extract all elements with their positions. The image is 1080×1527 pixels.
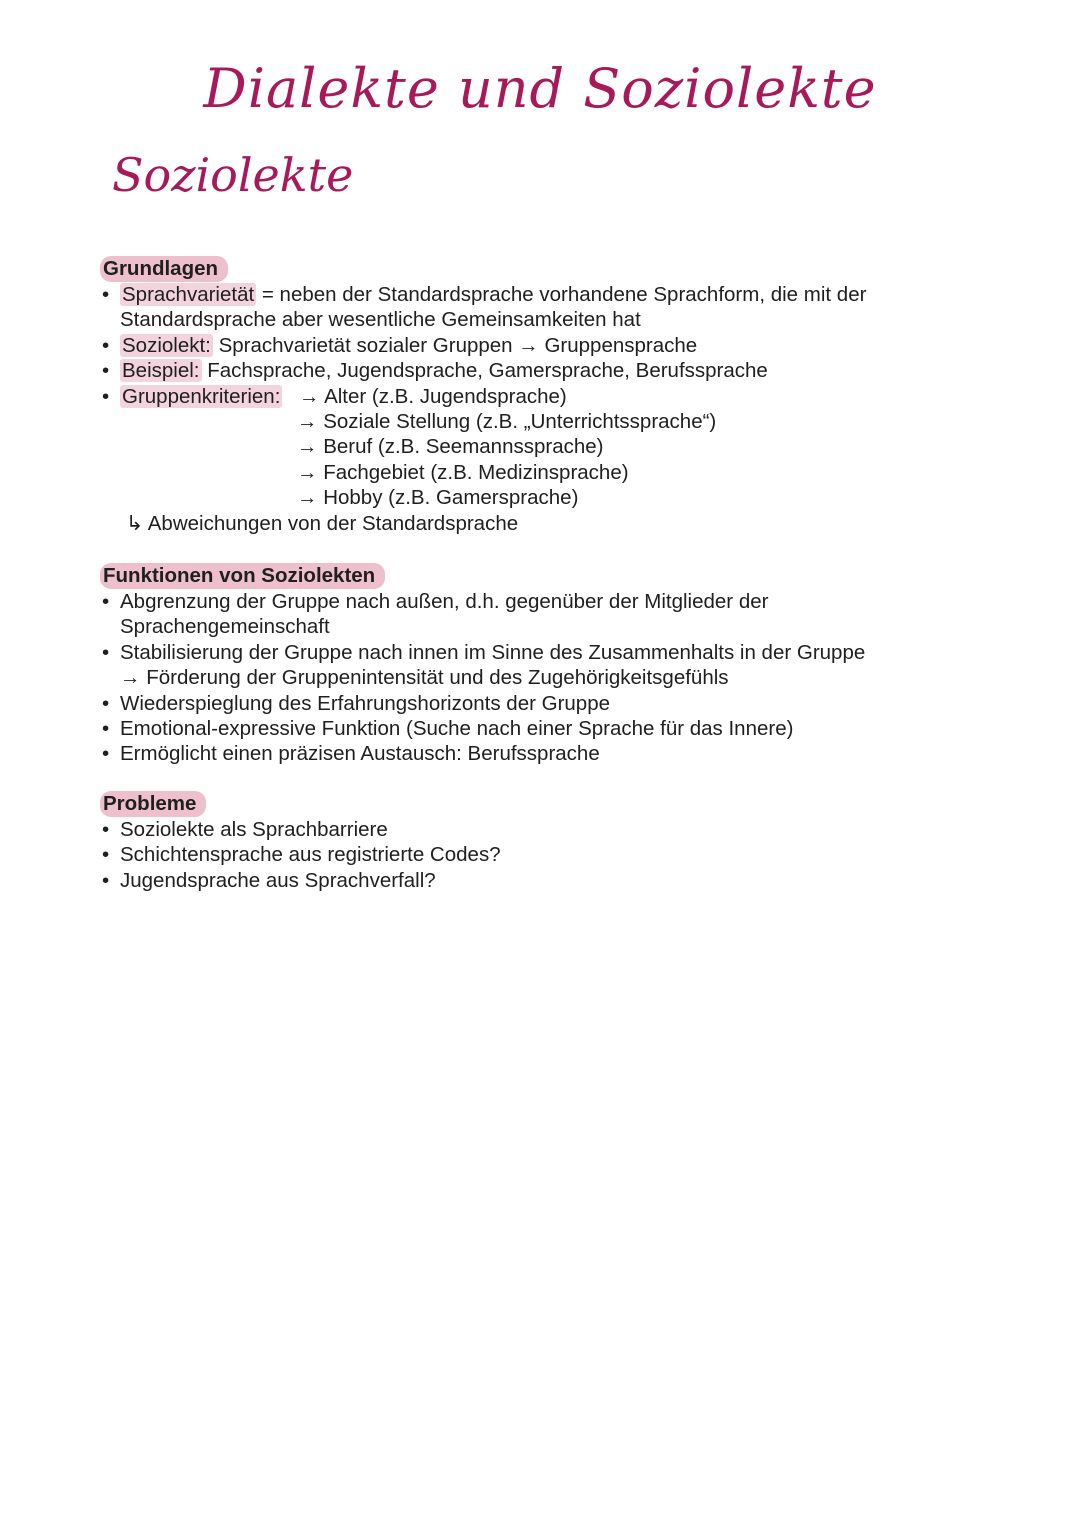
list-item-text: Stabilisierung der Gruppe nach innen im Sinne des Zusammenhalts in der Gruppe	[120, 640, 866, 664]
bullet-icon: •	[102, 590, 110, 613]
probleme-heading: Probleme	[100, 791, 206, 817]
bullet-icon: •	[102, 691, 110, 715]
list-item	[100, 589, 960, 614]
list-item	[100, 716, 960, 741]
list-item-text: Jugendsprache aus Sprachverfall?	[120, 868, 436, 892]
list-item	[100, 868, 960, 893]
bullet-icon: •	[102, 843, 110, 867]
criterion-item: → Fachgebiet (z.B. Medizinsprache)	[297, 460, 629, 484]
criterion-item: → Beruf (z.B. Seemannssprache)	[297, 435, 604, 459]
list-item-text: Soziolekte als Sprachbarriere	[120, 818, 388, 841]
list-item	[100, 741, 960, 766]
list-item-continuation: → Förderung der Gruppenintensität und des Zugehörigkeitsgefühls	[120, 666, 729, 690]
funktionen-section	[100, 563, 960, 767]
funktionen-heading: Funktionen von Soziolekten	[100, 563, 385, 589]
bullet-icon: •	[102, 359, 110, 383]
grundlagen-section	[100, 256, 960, 536]
term-gruppenkriterien: Gruppenkriterien:	[122, 384, 281, 408]
list-item	[100, 384, 960, 409]
list-item-text: Schichtensprache aus registrierte Codes?	[120, 843, 501, 867]
bullet-icon: •	[102, 640, 110, 664]
list-item	[100, 817, 960, 842]
definition-text: = neben der Standardsprache vorhandene Sprachform, die mit der	[256, 283, 867, 306]
list-item-continuation: Sprachengemeinschaft	[120, 615, 330, 639]
list-item	[100, 358, 960, 383]
list-item-text: Abgrenzung der Gruppe nach außen, d.h. gegenüber der Mitglieder der	[120, 590, 769, 613]
bullet-icon: •	[102, 868, 110, 892]
bullet-icon: •	[102, 742, 110, 766]
bullet-icon: •	[102, 384, 110, 408]
list-item-continuation: Standardsprache aber wesentliche Gemeinsamkeiten hat	[120, 308, 641, 332]
list-item-text: Wiederspieglung des Erfahrungshorizonts der Gruppe	[120, 691, 610, 715]
section-heading: Soziolekte	[112, 148, 354, 202]
grundlagen-heading: Grundlagen	[100, 256, 228, 282]
page-title: Dialekte und Soziolekte	[203, 57, 877, 120]
abweichungen-note: ↳ Abweichungen von der Standardsprache	[126, 511, 519, 535]
term-beispiel: Beispiel:	[122, 359, 200, 383]
bullet-icon: •	[102, 716, 110, 740]
list-item-text: Ermöglicht einen präzisen Austausch: Berufssprache	[120, 742, 600, 766]
criterion-item: → Soziale Stellung (z.B. „Unterrichtssprache“)	[297, 409, 717, 433]
list-item	[100, 842, 960, 867]
definition-text: Fachsprache, Jugendsprache, Gamersprache, Berufssprache	[201, 359, 768, 383]
bullet-icon: •	[102, 333, 110, 357]
list-item-text: Emotional-expressive Funktion (Suche nach einer Sprache für das Innere)	[120, 716, 794, 740]
criterion-item: → Alter (z.B. Jugendsprache)	[299, 384, 567, 408]
bullet-icon: •	[102, 283, 110, 306]
bullet-icon: •	[102, 818, 110, 841]
probleme-section	[100, 791, 960, 893]
list-item	[100, 691, 960, 716]
list-item	[100, 640, 960, 665]
list-item	[100, 333, 960, 358]
term-soziolekt: Soziolekt:	[122, 333, 211, 357]
term-sprachvarietaet: Sprachvarietät	[122, 283, 255, 306]
definition-text: Sprachvarietät sozialer Gruppen → Gruppensprache	[212, 333, 698, 357]
criterion-item: → Hobby (z.B. Gamersprache)	[297, 486, 579, 510]
list-item	[100, 282, 960, 307]
